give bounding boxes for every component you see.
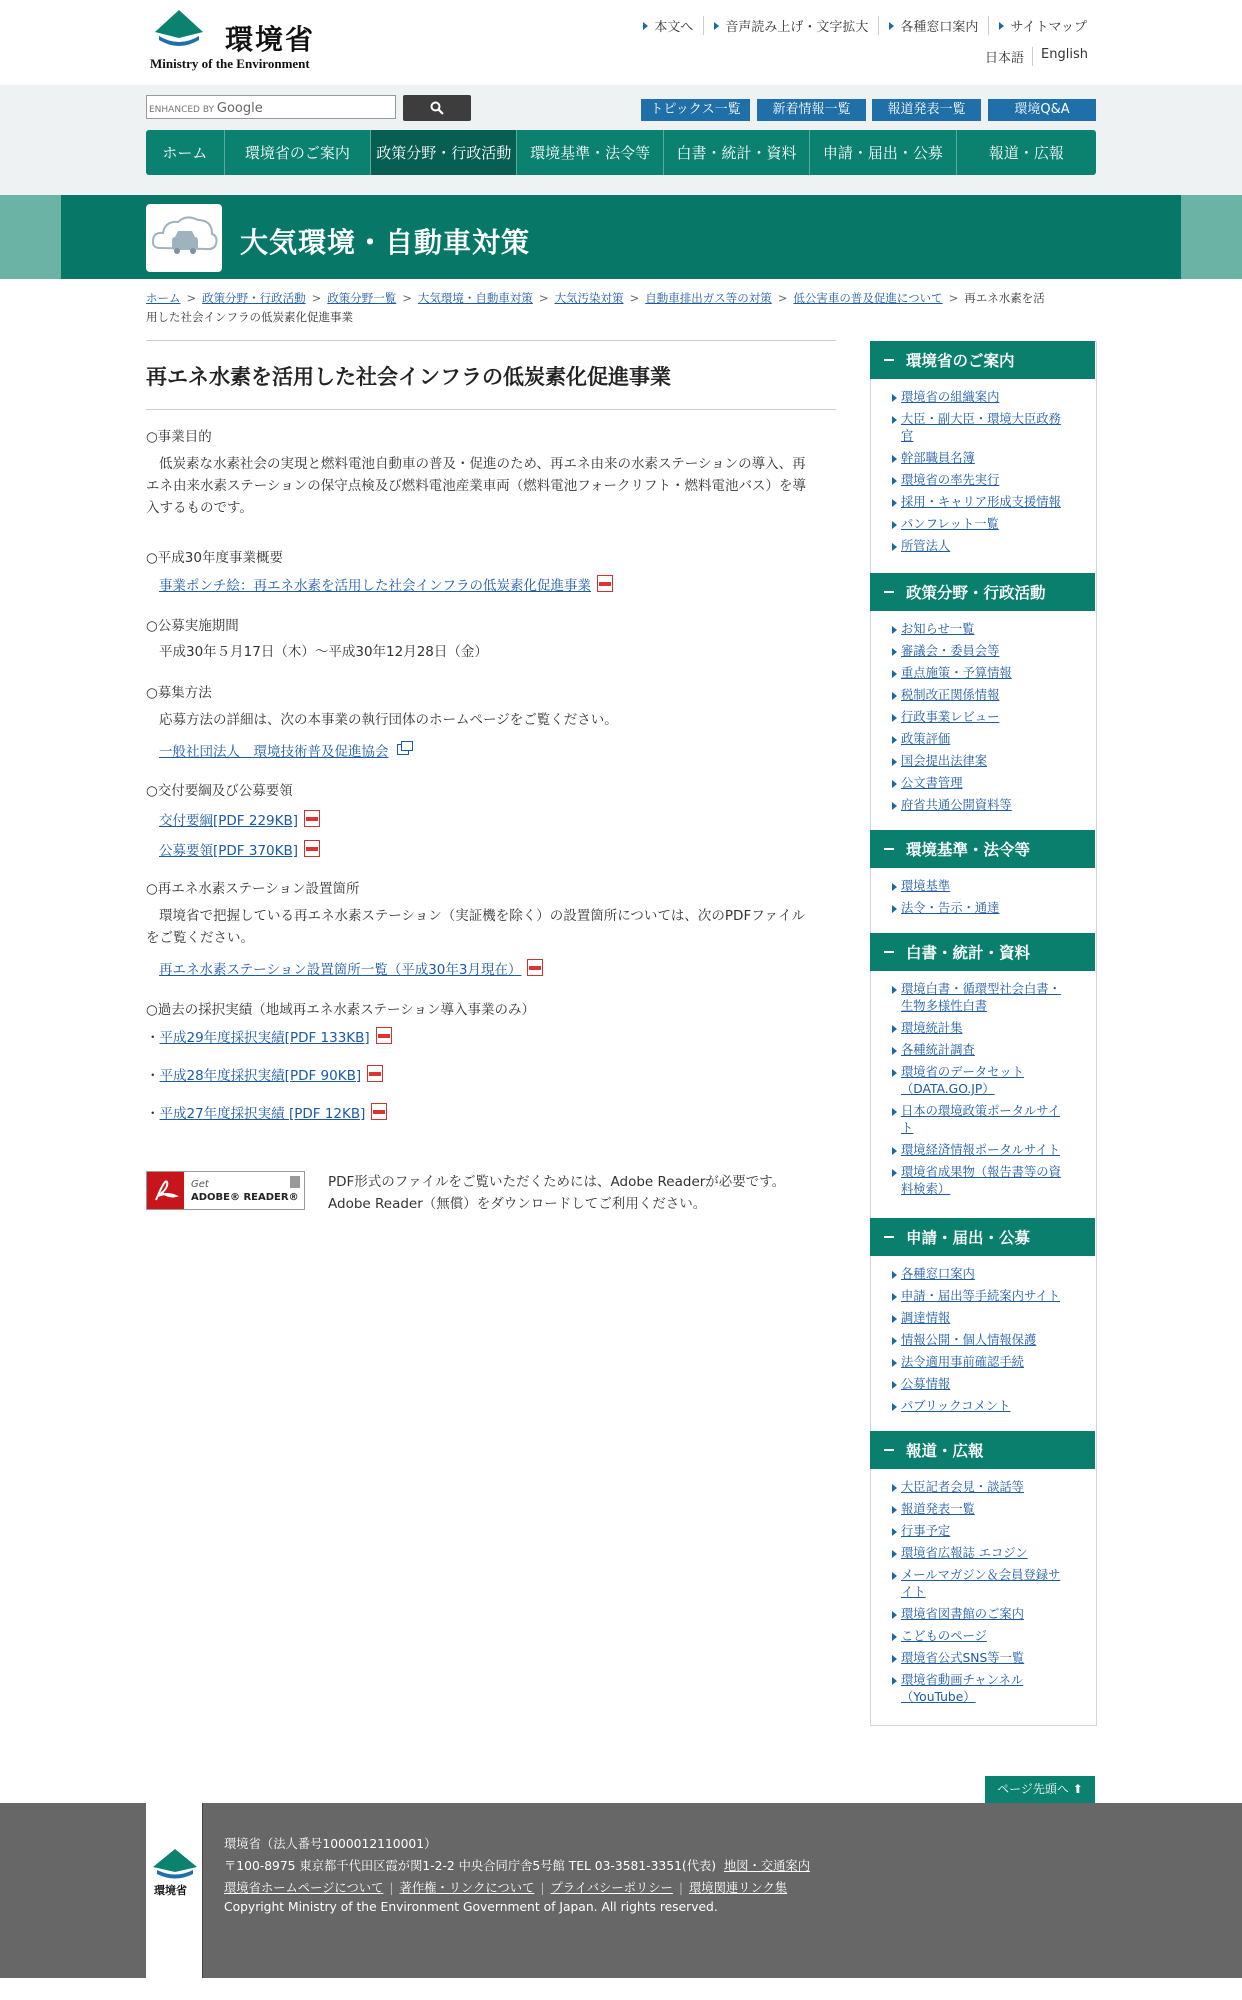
crumb-policy[interactable]: 政策分野・行政活動 [202,291,306,305]
triangle-icon [643,22,648,30]
crumb-current-cont: 用した社会インフラの低炭素化促進事業 [146,310,353,324]
dash-icon [884,591,894,593]
sidebar-link[interactable]: 税制改正関係情報 [901,688,1000,702]
triangle-icon [892,758,897,766]
sidebar-link[interactable]: 環境統計集 [901,1021,963,1035]
method-link-row [159,740,409,760]
utility-links [633,16,1097,35]
adobe-reader-button[interactable] [146,1171,305,1210]
sidebar-link-row [892,1501,1090,1518]
past-row-3: ・平成27年度採択実績 [PDF 12KB] [146,1102,387,1122]
external-link-icon [397,744,409,755]
method-heading: ○募集方法 [146,685,212,701]
dash-icon [884,1236,894,1238]
triangle-icon [892,905,897,913]
triangle-icon [892,455,897,463]
pdf-icon [597,575,613,592]
sidebar-link[interactable]: 幹部職員名簿 [901,451,975,465]
quick-topics[interactable]: トピックス一覧 [641,99,750,121]
purpose-line-3: 入するものです。 [146,500,253,516]
past-row-1: ・平成29年度採択実績[PDF 133KB] [146,1026,392,1046]
guide-heading: ○交付要綱及び公募要領 [146,783,293,799]
sidebar-link-row [892,797,1090,814]
sidebar-link[interactable]: パンフレット一覧 [901,517,999,531]
sidebar-link-row [892,1332,1090,1349]
triangle-icon [892,1633,897,1641]
triangle-icon [892,1506,897,1514]
crumb-lowemission[interactable]: 低公害車の普及促進について [793,291,943,305]
sidebar-link-row [892,1376,1090,1393]
association-link[interactable]: 一般社団法人 環境技術普及促進協会 [159,744,389,760]
footer-link-privacy[interactable]: プライバシーポリシー [550,1881,673,1895]
search-input[interactable] [146,95,396,119]
sidebar-link-row [892,1142,1090,1159]
sidebar-link-row [892,1064,1090,1098]
gnav-application[interactable]: 申請・届出・公募 [810,130,956,175]
global-nav [146,130,1096,175]
sidebar-link[interactable]: 政策評価 [901,732,951,746]
triangle-icon [892,1528,897,1536]
overview-heading: ○平成30年度事業概要 [146,550,283,566]
pdf-icon [304,810,320,827]
sidebar-link[interactable]: 大臣・副大臣・環境大臣政務 官 [901,412,1061,443]
triangle-icon [892,1572,897,1580]
pdf-icon [376,1027,392,1044]
sidebar-link[interactable]: 各種統計調査 [901,1043,975,1057]
sidebar-link[interactable]: 行事予定 [901,1524,951,1538]
period-text: 平成30年５月17日（木）～平成30年12月28日（金） [159,644,488,660]
sidebar-link[interactable]: 法令適用事前確認手続 [901,1355,1024,1369]
gnav-home[interactable]: ホーム [146,130,225,175]
dash-icon [884,848,894,850]
period-heading: ○公募実施期間 [146,618,239,634]
triangle-icon [892,1611,897,1619]
category-title: 大気環境・自動車対策 [240,226,531,259]
triangle-icon [892,1147,897,1155]
divider [146,409,836,410]
sidebar-link-row [892,731,1090,748]
sidebar-heading[interactable]: 政策分野・行政活動 [870,573,1095,611]
download-icon [290,1176,300,1188]
triangle-icon [892,543,897,551]
link-sitemap[interactable]: サイトマップ [988,16,1097,35]
footer-link-related[interactable]: 環境関連リンク集 [688,1881,788,1895]
crumb-exhaust[interactable]: 自動車排出ガス等の対策 [645,291,772,305]
lang-ja[interactable]: 日本語 [985,51,1025,66]
sidebar-link-row [892,878,1090,895]
sidebar-heading[interactable]: 環境基準・法令等 [870,830,1095,868]
sidebar-link-row [892,1606,1090,1623]
triangle-icon [892,648,897,656]
sidebar-link-row [892,981,1090,1015]
category-icon-box [146,204,222,272]
page-top-button[interactable]: ページ先頭へ ⬆ [985,1776,1095,1803]
footer-link-about[interactable]: 環境省ホームページについて [224,1881,384,1895]
gnav-press[interactable]: 報道・広報 [988,144,1064,162]
sidebar-link[interactable]: メールマガジン＆会員登録サ イト [901,1568,1061,1599]
pdf-icon [367,1065,383,1082]
footer-links: 環境省ホームページについて | 著作権・リンクについて | プライバシーポリシー | 環境関連リンク集 [224,1881,788,1895]
triangle-icon [892,1677,897,1685]
sidebar-link[interactable]: 環境経済情報ポータルサイト [901,1143,1060,1157]
crumb-current: 再エネ水素を活 [964,291,1045,305]
sidebar-link-row [892,1354,1090,1371]
sidebar-link[interactable]: 環境省の組織案内 [901,390,1000,404]
triangle-icon [892,626,897,634]
link-honbun[interactable]: 本文へ [633,16,703,35]
pdf-icon [304,840,320,857]
sidebar-link[interactable]: 各種窓口案内 [901,1267,975,1281]
sidebar-link-row [892,1479,1090,1496]
sidebar-link-row [892,1567,1090,1601]
station-list-link[interactable]: 再エネ水素ステーション設置箇所一覧（平成30年3月現在） [159,962,522,978]
sidebar-link[interactable]: 採用・キャリア形成支援情報 [901,495,1061,509]
sidebar-link[interactable]: 日本の環境政策ポータルサイ ト [901,1104,1060,1135]
sidebar-link[interactable]: 審議会・委員会等 [901,644,1000,658]
sidebar-link[interactable]: 公文書管理 [901,776,963,790]
triangle-icon [892,780,897,788]
sidebar-link[interactable]: 環境省図書館のご案内 [901,1607,1024,1621]
triangle-icon [892,477,897,485]
adobe-logo-icon [147,1172,184,1209]
sidebar-link-row [892,472,1090,489]
sidebar-link[interactable]: 報道発表一覧 [901,1502,975,1516]
main-content [146,340,836,410]
sidebar-link[interactable]: 環境省動画チャンネル （YouTube） [901,1673,1024,1704]
logo-jp: 環境省 [225,23,316,56]
triangle-icon [892,1025,897,1033]
past-row-2: ・平成28年度採択実績[PDF 90KB] [146,1064,383,1084]
search-icon [430,101,444,115]
sidebar-link[interactable]: 重点施策・予算情報 [901,666,1012,680]
triangle-icon [892,499,897,507]
quick-news[interactable]: 新着情報一覧 [757,99,866,121]
quick-press[interactable]: 報道発表一覧 [872,99,981,121]
sidebar-link-row [892,643,1090,660]
sidebar-heading[interactable]: 申請・届出・公募 [870,1218,1095,1256]
cloud-car-icon [146,204,222,272]
past-h28-link[interactable]: 平成28年度採択実績[PDF 90KB] [159,1068,362,1084]
sidebar-link-row [892,1310,1090,1327]
past-h27-link[interactable]: 平成27年度採択実績 [PDF 12KB] [159,1106,366,1122]
sidebar-link-row [892,1545,1090,1562]
sidebar-link-row [892,753,1090,770]
logo-en: Ministry of the Environment [150,56,310,71]
triangle-icon [892,1169,897,1177]
sidebar-link-row [892,775,1090,792]
sidebar-link-row [892,709,1090,726]
copyright: Copyright Ministry of the Environment Government of Japan. All rights reserved. [224,1900,718,1914]
sidebar-link-row [892,1398,1090,1415]
triangle-icon [892,394,897,402]
triangle-icon [892,1403,897,1411]
sidebar-link[interactable]: 情報公開・個人情報保護 [901,1333,1037,1347]
triangle-icon [892,802,897,810]
overview-link-row [159,574,613,594]
purpose-line-1: 低炭素な水素社会の実現と燃料電池自動車の普及・促進のため、再エネ由来の水素ステーションの導入、再 [159,456,806,472]
triangle-icon [892,1293,897,1301]
sidebar-heading[interactable]: 報道・広報 [870,1431,1095,1469]
sidebar-link-row [892,1288,1090,1305]
sidebar-link-row [892,494,1090,511]
crumb-pollution[interactable]: 大気汚染対策 [554,291,624,305]
triangle-icon [892,692,897,700]
adobe-reader-label: ADOBE® READER® [191,1192,299,1203]
adobe-note: PDF形式のファイルをご覧いただくためには、Adobe Readerが必要です。 Adobe Reader（無償）をダウンロードしてご利用ください。 [328,1174,786,1212]
adobe-get: Get [191,1179,209,1190]
sidebar-link[interactable]: 環境省のデータセット （DATA.GO.JP） [901,1065,1024,1096]
ministry-logo[interactable] [147,6,327,72]
sidebar-link-row [892,1672,1090,1706]
gnav-standards[interactable]: 環境基準・法令等 [517,130,663,175]
search-placeholder: ENHANCED BY Google [149,101,263,116]
sidebar-link[interactable]: 環境白書・循環型社会白書・ 生物多様性白書 [901,982,1061,1013]
triangle-icon [889,22,894,30]
purpose-line-2: エネ由来水素ステーションの保守点検及び燃料電池産業車両（燃料電池フォークリフト・燃料電池バス）を導 [146,478,807,494]
station-line-1: 環境省で把握している再エネ水素ステーション（実証機を除く）の設置箇所については、次のPDFファイル [159,908,805,924]
sidebar-link-row [892,1164,1090,1198]
sidebar-link-row [892,1020,1090,1037]
triangle-icon [892,1337,897,1345]
lang-en[interactable]: English [1032,47,1096,66]
triangle-icon [892,1108,897,1116]
sidebar-link[interactable]: 国会提出法律案 [901,754,988,768]
past-heading: ○過去の採択実績（地域再エネ水素ステーション導入事業のみ） [146,1002,535,1018]
sidebar-link[interactable]: 調達情報 [901,1311,951,1325]
triangle-icon [892,1315,897,1323]
purpose-heading: ○事業目的 [146,429,212,445]
logo-mark-icon [153,8,205,52]
station-line-2: をご覧ください。 [146,930,254,946]
sidebar-link-row [892,621,1090,638]
sidebar-link[interactable]: 府省共通公開資料等 [901,798,1012,812]
sidebar-link-row [892,1042,1090,1059]
dash-icon [884,1449,894,1451]
map-link[interactable]: 地図・交通案内 [723,1859,811,1873]
footer-line-1: 環境省（法人番号1000012110001） [224,1837,437,1851]
sidebar-link[interactable]: 公募情報 [901,1377,951,1391]
sidebar-link-row [892,538,1090,555]
link-voice[interactable]: 音声読み上げ・文字拡大 [703,16,878,35]
guide-row-2 [159,839,320,859]
gnav-about[interactable]: 環境省のご案内 [225,130,371,175]
sidebar-link[interactable]: 申請・届出等手続案内サイト [901,1289,1060,1303]
page-title: 再エネ水素を活用した社会インフラの低炭素化促進事業 [146,365,671,389]
sidebar-link[interactable]: こどものページ [901,1629,987,1643]
triangle-icon [892,883,897,891]
triangle-icon [892,1484,897,1492]
station-heading: ○再エネ水素ステーション設置箇所 [146,881,360,897]
dash-icon [884,951,894,953]
method-text: 応募方法の詳細は、次の本事業の執行団体のホームページをご覧ください。 [159,712,618,728]
dash-icon [884,359,894,361]
sidebar-link-row [892,389,1090,406]
gnav-whitepaper[interactable]: 白書・統計・資料 [664,130,810,175]
triangle-icon [892,1381,897,1389]
sidebar-link[interactable]: パブリックコメント [901,1399,1011,1413]
sidebar-link[interactable]: 環境省成果物（報告書等の資 料検索） [901,1165,1061,1196]
sidebar-link[interactable]: 環境省公式SNS等一覧 [901,1651,1025,1665]
triangle-icon [714,22,719,30]
sidebar-link-row [892,516,1090,533]
sidebar-link-row [892,411,1090,445]
footer-link-copyright[interactable]: 著作権・リンクについて [399,1881,535,1895]
sidebar-link[interactable]: 環境基準 [901,879,951,893]
triangle-icon [892,521,897,529]
triangle-icon [892,1550,897,1558]
footer-logo-name: 環境省 [154,1884,187,1897]
sidebar-link-row [892,1266,1090,1283]
overview-pdf-link[interactable]: 事業ポンチ絵：再エネ水素を活用した社会インフラの低炭素化促進事業 [159,578,591,594]
sidebar-link[interactable]: お知らせ一覧 [901,622,975,636]
sidebar-link[interactable]: 行政事業レビュー [901,710,1000,724]
sidebar-link-row [892,687,1090,704]
sidebar-link-row [892,1523,1090,1540]
triangle-icon [892,714,897,722]
quick-qa[interactable]: 環境Q&A [988,99,1096,121]
triangle-icon [892,670,897,678]
footer-line-2: 〒100-8975 東京都千代田区霞が関1-2-2 中央合同庁舎5号館 TEL 03-3581-3351(代表) 地図・交通案内 [224,1859,811,1873]
sidebar-link-row [892,665,1090,682]
application-guideline-link[interactable]: 公募要領[PDF 370KB] [159,843,299,859]
sidebar-link[interactable]: 所管法人 [901,539,951,553]
station-link-row [159,958,543,978]
triangle-icon [892,1359,897,1367]
sidebar-link-row [892,450,1090,467]
triangle-icon [999,22,1004,30]
triangle-icon [892,736,897,744]
sidebar-link[interactable]: 法令・告示・通達 [901,901,1000,915]
language-switch [977,47,1096,66]
link-contacts[interactable]: 各種窓口案内 [878,16,988,35]
sidebar-link-row [892,1628,1090,1645]
triangle-icon [892,1655,897,1663]
sidebar-link[interactable]: 環境省広報誌 エコジン [901,1546,1028,1560]
sidebar-heading[interactable]: 白書・統計・資料 [870,933,1095,971]
sidebar-link-row [892,1650,1090,1667]
pdf-icon [527,959,543,976]
grant-guideline-link[interactable]: 交付要綱[PDF 229KB] [159,813,299,829]
past-h29-link[interactable]: 平成29年度採択実績[PDF 133KB] [159,1030,370,1046]
sidebar-link-row [892,1103,1090,1137]
sidebar-link[interactable]: 環境省の率先実行 [901,473,1000,487]
triangle-icon [892,1047,897,1055]
sidebar-link-row [892,900,1090,917]
up-arrow-icon: ⬆ [1072,1782,1083,1796]
triangle-icon [892,1069,897,1077]
triangle-icon [892,1271,897,1279]
pdf-icon [371,1103,387,1120]
triangle-icon [892,986,897,994]
breadcrumb: ホーム > 政策分野・行政活動 > 政策分野一覧 > 大気環境・自動車対策 > 大気汚染対策 > 自動車排出ガス等の対策 > 低公害車の普及促進について > 再エネ水素を活 用した社会インフラの低炭素化促進事業 [146,291,1045,324]
sidebar-link[interactable]: 大臣記者会見・談話等 [901,1480,1024,1494]
gnav-policy[interactable]: 政策分野・行政活動 [371,130,517,175]
crumb-air[interactable]: 大気環境・自動車対策 [417,291,533,305]
sidebar-heading[interactable]: 環境省のご案内 [870,341,1095,379]
crumb-home[interactable]: ホーム [146,291,181,305]
search-button[interactable] [403,95,471,121]
guide-row-1 [159,809,320,829]
triangle-icon [892,416,897,424]
crumb-policy-list[interactable]: 政策分野一覧 [327,291,397,305]
